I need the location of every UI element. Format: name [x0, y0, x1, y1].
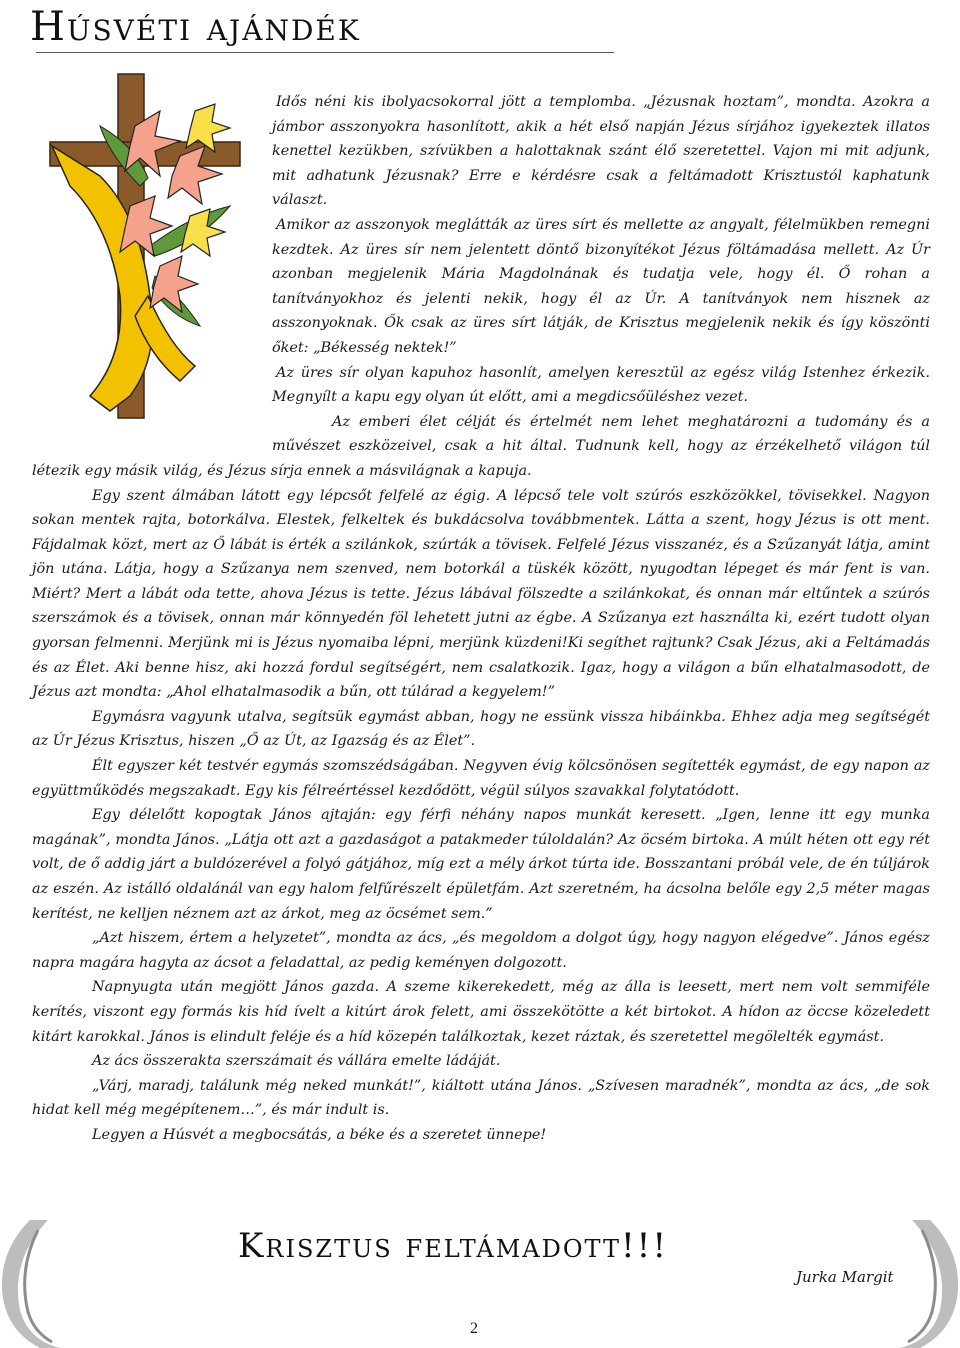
paragraph: Az üres sír olyan kapuhoz hasonlít, amelyen keresztül az egész világ Istenhez érkezik. Megnyílt a kapu egy olyan út előtt, ami a megdicsőüléshez vezet.	[272, 364, 930, 406]
article-body	[32, 90, 930, 1148]
paragraph: Idős néni kis ibolyacsokorral jött a templomba. „Jézusnak hoztam”, mondta. Azokra a jámbor asszonyokra hasonlított, akik a hét első napján Jézus sírjához igyekeztek illatos kenettel kezükben, szívükben a halottaknak szánt élő szeretettel. Vajon mi mit adjunk, mit adhatunk Jézusnak? Erre e kérdésre csak a feltámadott Krisztustól kaphatunk választ.	[272, 94, 930, 209]
paragraph: „Várj, maradj, találunk még neked munkát!”, kiáltott utána János. „Szívesen maradnék”, mondta az ács, „de sok hidat kell még megépítenem…”, és már indult is.	[32, 1077, 930, 1119]
author-signature: Jurka Margit	[796, 1268, 894, 1286]
paragraph: Az emberi élet célját és értelmét nem lehet meghatározni a tudomány és a művészet eszközeivel, csak a hit által. Tudnunk kell, hogy az érzékelhető világon túl létezik egy másik világ, és Jézus sírja ennek a másvilágnak a kapuja.	[32, 413, 930, 479]
paragraph: Egymásra vagyunk utalva, segítsük egymást abban, hogy ne essünk vissza hibáinkba. Ehhez adja meg segítségét az Úr Jézus Krisztus, hiszen „Ő az Út, az Igazság és az Élet”.	[32, 708, 930, 750]
paragraph: Az ács összerakta szerszámait és vállára emelte ládáját.	[92, 1053, 501, 1070]
paragraph: Egy szent álmában látott egy lépcsőt felfelé az égig. A lépcső tele volt szúrós eszközökkel, tövisekkel. Nagyon sokan mentek rajta, botorkálva. Elestek, felkeltek és bukdácsolva továbbmentek. Látta a szent, hogy Jézus is ott ment. Fájdalmak közt, mert az Ő lábát is érték a szilánkok, szúrták a tövisek. Felfelé Jézus visszanéz, és a Szűzanyát látja, amint jön utána. Látja, hogy a Szűzanya nem szenved, nem botorkál a tüskék között, nyugodtan lépeget és már fent is van. Miért? Mert a lábát oda tette, ahova Jézus is tette. Jézus lábával fölszedte a szilánkokat, és onnan már eltűntek a szúrós szerszámok és a tövisek, onnan már könnyedén föl lehetett jutni az égbe. A Szűzanya ezt használta ki, ezért tudott olyan gyorsan felmenni. Merjünk mi is Jézus nyomaiba lépni, merjünk küzdeni!Ki segíthet rajtunk? Csak Jézus, aki a Feltámadás és az Élet. Aki benne hisz, aki hozzá fordul segítségért, nem csalatkozik. Igaz, hogy a világon a bűn elhatalmasodott, de Jézus azt mondta: „Ahol elhatalmasodik a bűn, ott túlárad a kegyelem!”	[32, 487, 930, 701]
paragraph: Élt egyszer két testvér egymás szomszédságában. Negyven évig kölcsönösen segítették egymást, de egy napon az együttműködés megszakadt. Egy kis félreértéssel kezdődött, végül súlyos szavakkal folytatódott.	[32, 758, 930, 799]
paragraph: Amikor az asszonyok meglátták az üres sírt és mellette az angyalt, félelmükben remegni kezdtek. Az üres sír nem jelentett döntő bizonyítékot Jézus föltámadása mellett. Az Úr azonban megjelenik Mária Magdolnának és tudatja vele, hogy él. Ő rohan a tanítványokhoz és jelenti nekik, hogy él az Úr. A tanítványok nem hisznek az asszonyoknak. Ők csak az üres sírt látják, de Krisztus megjelenik nekik és így köszönti őket: „Békesség nektek!”	[272, 216, 930, 356]
illustration-spacer	[32, 90, 272, 436]
closing-headline: Krisztus feltámadott!!!	[238, 1226, 669, 1266]
page-title: Húsvéti ajándék	[30, 4, 361, 50]
paragraph: Legyen a Húsvét a megbocsátás, a béke és a szeretet ünnepe!	[92, 1126, 547, 1143]
page-number: 2	[470, 1320, 478, 1337]
paragraph: „Azt hiszem, értem a helyzetet”, mondta az ács, „és megoldom a dolgot úgy, hogy nagyon elégedve”. János egész napra magára hagyta az ácsot a feladattal, az pedig keményen dolgozott.	[32, 930, 930, 971]
title-underline	[36, 52, 614, 53]
paragraph: Napnyugta után megjött János gazda. A szeme kikerekedett, még az álla is leesett, mert nem volt semmiféle kerítés, viszont egy formás kis híd ívelt a kitúrt árok felett, ami összekötötte a két birtokot. A hídon az öccse közeledett kitárt karokkal. János is elindult feléje és a híd közepén találkoztak, kezet ráztak, és szeretettel megölelték egymást.	[32, 979, 930, 1045]
paragraph: Egy délelőtt kopogtak János ajtaján: egy férfi néhány napos munkát keresett. „Igen, lenne itt egy munka magának”, mondta János. „Látja ott azt a gazdaságot a patakmeder túloldalán? Az öcsém birtoka. A múlt héten ott egy rét volt, de ő addig járt a buldózerével a folyó gátjához, míg ezt a mély árkot túrta ide. Bosszantani próbál vele, de én túljárok az eszén. Az istálló oldalánál van egy halom felfűrészelt épületfám. Azt szeretném, ha ácsolna belőle egy 2,5 méter magas kerítést, ne kelljen néznem azt az árkot, meg az öcsémet sem.”	[32, 807, 930, 922]
ribbon-decoration-right-icon	[880, 1220, 960, 1348]
ribbon-decoration-left-icon	[0, 1220, 80, 1348]
